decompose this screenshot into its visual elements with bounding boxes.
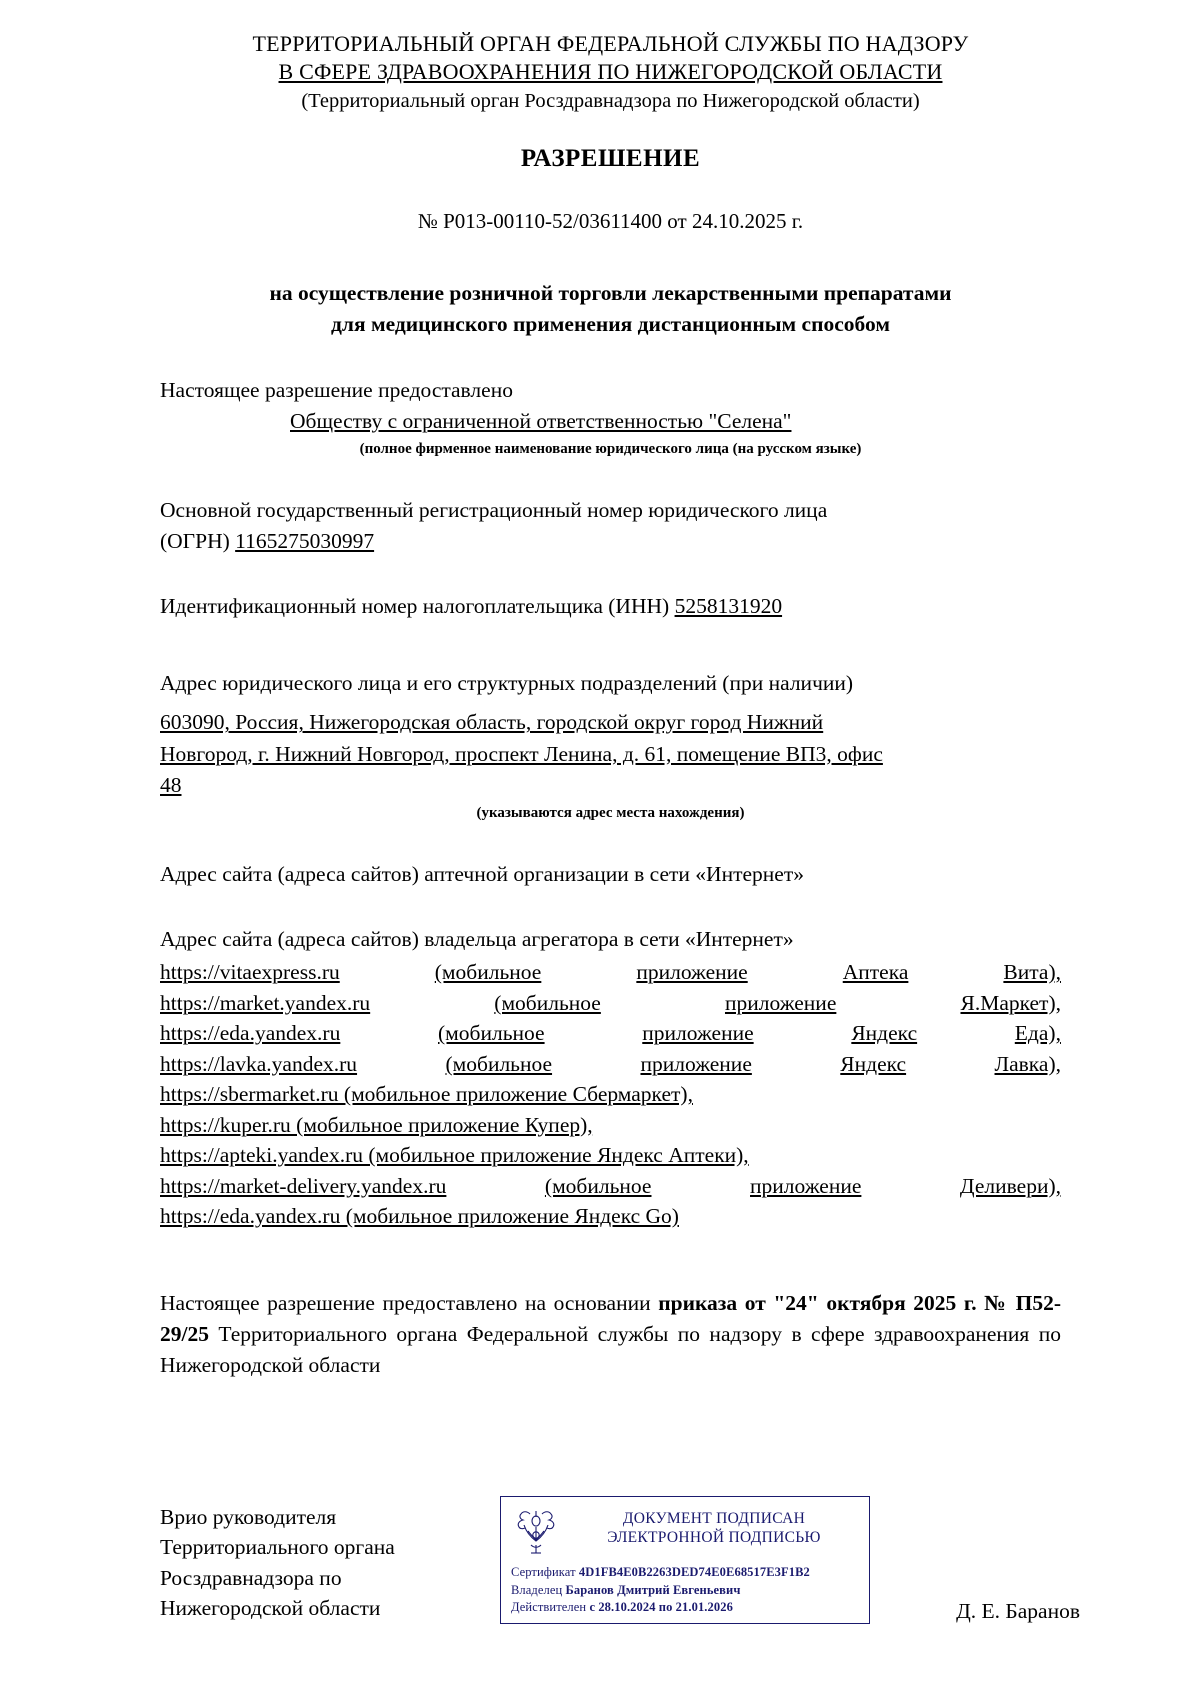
site-app-tail: Еда),	[1014, 1021, 1061, 1046]
address-line1: 603090, Россия, Нижегородская область, городской округ город Нижний	[160, 710, 824, 735]
document-registration-number: № Р013-00110-52/03611400 от 24.10.2025 г.	[417, 209, 804, 234]
grantee-intro: Настоящее разрешение предоставлено	[160, 377, 513, 402]
address-block	[160, 668, 1061, 824]
basis-block	[160, 1288, 1061, 1382]
signer-role	[160, 1502, 1080, 1624]
address-label: Адрес юридического лица и его структурных подразделений (при наличии)	[160, 671, 854, 696]
list-item[interactable]: https://kuper.ru (мобильное приложение Купер),	[160, 1112, 593, 1137]
site-app-name: Яндекс	[840, 1051, 907, 1076]
basis-order: приказа от "24" октября 2025 г. № П52-29/25	[160, 1290, 1061, 1346]
site-url: https://market.yandex.ru	[160, 990, 371, 1015]
aggregator-sites-label: Адрес сайта (адреса сайтов) владельца агрегатора в сети «Интернет»	[160, 926, 794, 951]
list-item[interactable]: https://sbermarket.ru (мобильное приложение Сбермаркет),	[160, 1082, 693, 1107]
inn-label: Идентификационный номер налогоплательщика (ИНН)	[160, 594, 670, 619]
aggregator-sites-block	[160, 924, 1061, 1232]
address-line2: Новгород, г. Нижний Новгород, проспект Ленина, д. 61, помещение ВП3, офис	[160, 741, 883, 766]
site-app-mid: приложение	[640, 1051, 752, 1076]
signer-role-line2: Территориального органа	[160, 1535, 395, 1560]
site-app-name: Аптека	[842, 960, 909, 985]
ogrn-block	[160, 495, 1061, 557]
ogrn-value: 1165275030997	[235, 528, 375, 553]
stamp-owner-label: Владелец	[511, 1582, 563, 1597]
list-item[interactable]: https://apteki.yandex.ru (мобильное приложение Яндекс Аптеки),	[160, 1143, 749, 1168]
grantee-name: Обществу с ограниченной ответственностью "Селена"	[290, 408, 792, 433]
list-item[interactable]	[160, 988, 1061, 1019]
basis-text-part2: Территориального органа Федеральной службы по надзору в сфере здравоохранения по Нижегородской области	[160, 1321, 1061, 1378]
document-purpose-line1: на осуществление розничной торговли лекарственными препаратами	[269, 281, 952, 306]
list-item[interactable]: https://eda.yandex.ru (мобильное приложение Яндекс Go)	[160, 1204, 679, 1229]
document-purpose	[160, 278, 1061, 340]
signer-name: Д. Е. Баранов	[956, 1599, 1080, 1623]
site-app-mid: приложение	[636, 960, 748, 985]
organization-header-line1: ТЕРРИТОРИАЛЬНЫЙ ОРГАН ФЕДЕРАЛЬНОЙ СЛУЖБЫ ПО НАДЗОРУ	[252, 31, 969, 56]
address-line3: 48	[160, 772, 182, 797]
pharmacy-sites-block	[160, 859, 1061, 890]
basis-text-part1: Настоящее разрешение предоставлено на основании	[160, 1290, 659, 1315]
list-item[interactable]	[160, 1018, 1061, 1049]
stamp-owner-value: Баранов Дмитрий Евгеньевич	[565, 1582, 741, 1597]
stamp-certificate-value: 4D1FB4E0B2263DED74E0E68517E3F1B2	[578, 1564, 810, 1579]
stamp-validity-value: с 28.10.2024 по 21.01.2026	[589, 1600, 733, 1615]
address-value	[160, 707, 1061, 801]
ogrn-label-line2: (ОГРН)	[160, 528, 230, 553]
aggregator-sites-list	[160, 957, 1061, 1232]
site-app-mid: приложение	[724, 990, 837, 1015]
site-url: https://lavka.yandex.ru	[160, 1051, 358, 1076]
site-app-prefix: (мобильное	[438, 1021, 545, 1046]
signature-block	[160, 1502, 1080, 1624]
grantee-block	[160, 375, 1061, 461]
organization-header	[160, 30, 1061, 86]
site-app-prefix: (мобильное	[445, 1051, 553, 1076]
grantee-caption: (полное фирменное наименование юридического лица (на русском языке)	[359, 441, 862, 457]
document-title: РАЗРЕШЕНИЕ	[520, 145, 701, 173]
site-app-prefix: (мобильное	[494, 990, 601, 1015]
site-app-name: Яндекс	[851, 1021, 918, 1046]
site-app-mid: приложение	[642, 1021, 754, 1046]
signer-role-line4: Нижегородской области	[160, 1596, 381, 1621]
list-item[interactable]	[160, 1171, 1061, 1202]
signer-role-line1: Врио руководителя	[160, 1504, 337, 1529]
site-app-tail: Деливери),	[959, 1173, 1061, 1198]
site-app-prefix: (мобильное	[434, 960, 542, 985]
inn-value: 5258131920	[674, 594, 783, 619]
list-item[interactable]	[160, 1049, 1061, 1080]
inn-block	[160, 591, 1061, 622]
site-url: https://market-delivery.yandex.ru	[160, 1173, 447, 1198]
site-app-mid: приложение	[750, 1173, 862, 1198]
organization-header-line2: В СФЕРЕ ЗДРАВООХРАНЕНИЯ ПО НИЖЕГОРОДСКОЙ ОБЛАСТИ	[278, 59, 943, 85]
stamp-title-line2: ЭЛЕКТРОННОЙ ПОДПИСЬЮ	[607, 1529, 821, 1547]
organization-header-line3: (Территориальный орган Росздравнадзора по Нижегородской области)	[301, 90, 920, 113]
stamp-title-line1: ДОКУМЕНТ ПОДПИСАН	[622, 1509, 806, 1527]
site-url: https://vitaexpress.ru	[160, 960, 340, 985]
list-item[interactable]	[160, 957, 1061, 988]
address-caption: (указываются адрес места нахождения)	[476, 804, 745, 821]
pharmacy-sites-label: Адрес сайта (адреса сайтов) аптечной организации в сети «Интернет»	[160, 861, 804, 886]
site-app-tail: Лавка),	[994, 1051, 1061, 1076]
stamp-validity-label: Действителен	[511, 1600, 587, 1615]
site-app-prefix: (мобильное	[544, 1173, 652, 1198]
site-app-tail: Вита),	[1003, 960, 1061, 985]
site-url: https://eda.yandex.ru	[160, 1021, 341, 1046]
ogrn-value-row	[160, 526, 1061, 557]
signer-role-line3: Росздравнадзора по	[160, 1565, 342, 1590]
site-app-tail: Я.Маркет),	[960, 990, 1061, 1015]
document-purpose-line2: для медицинского применения дистанционным способом	[331, 312, 890, 337]
ogrn-label-line1: Основной государственный регистрационный номер юридического лица	[160, 497, 828, 522]
stamp-certificate-label: Сертификат	[511, 1564, 576, 1579]
